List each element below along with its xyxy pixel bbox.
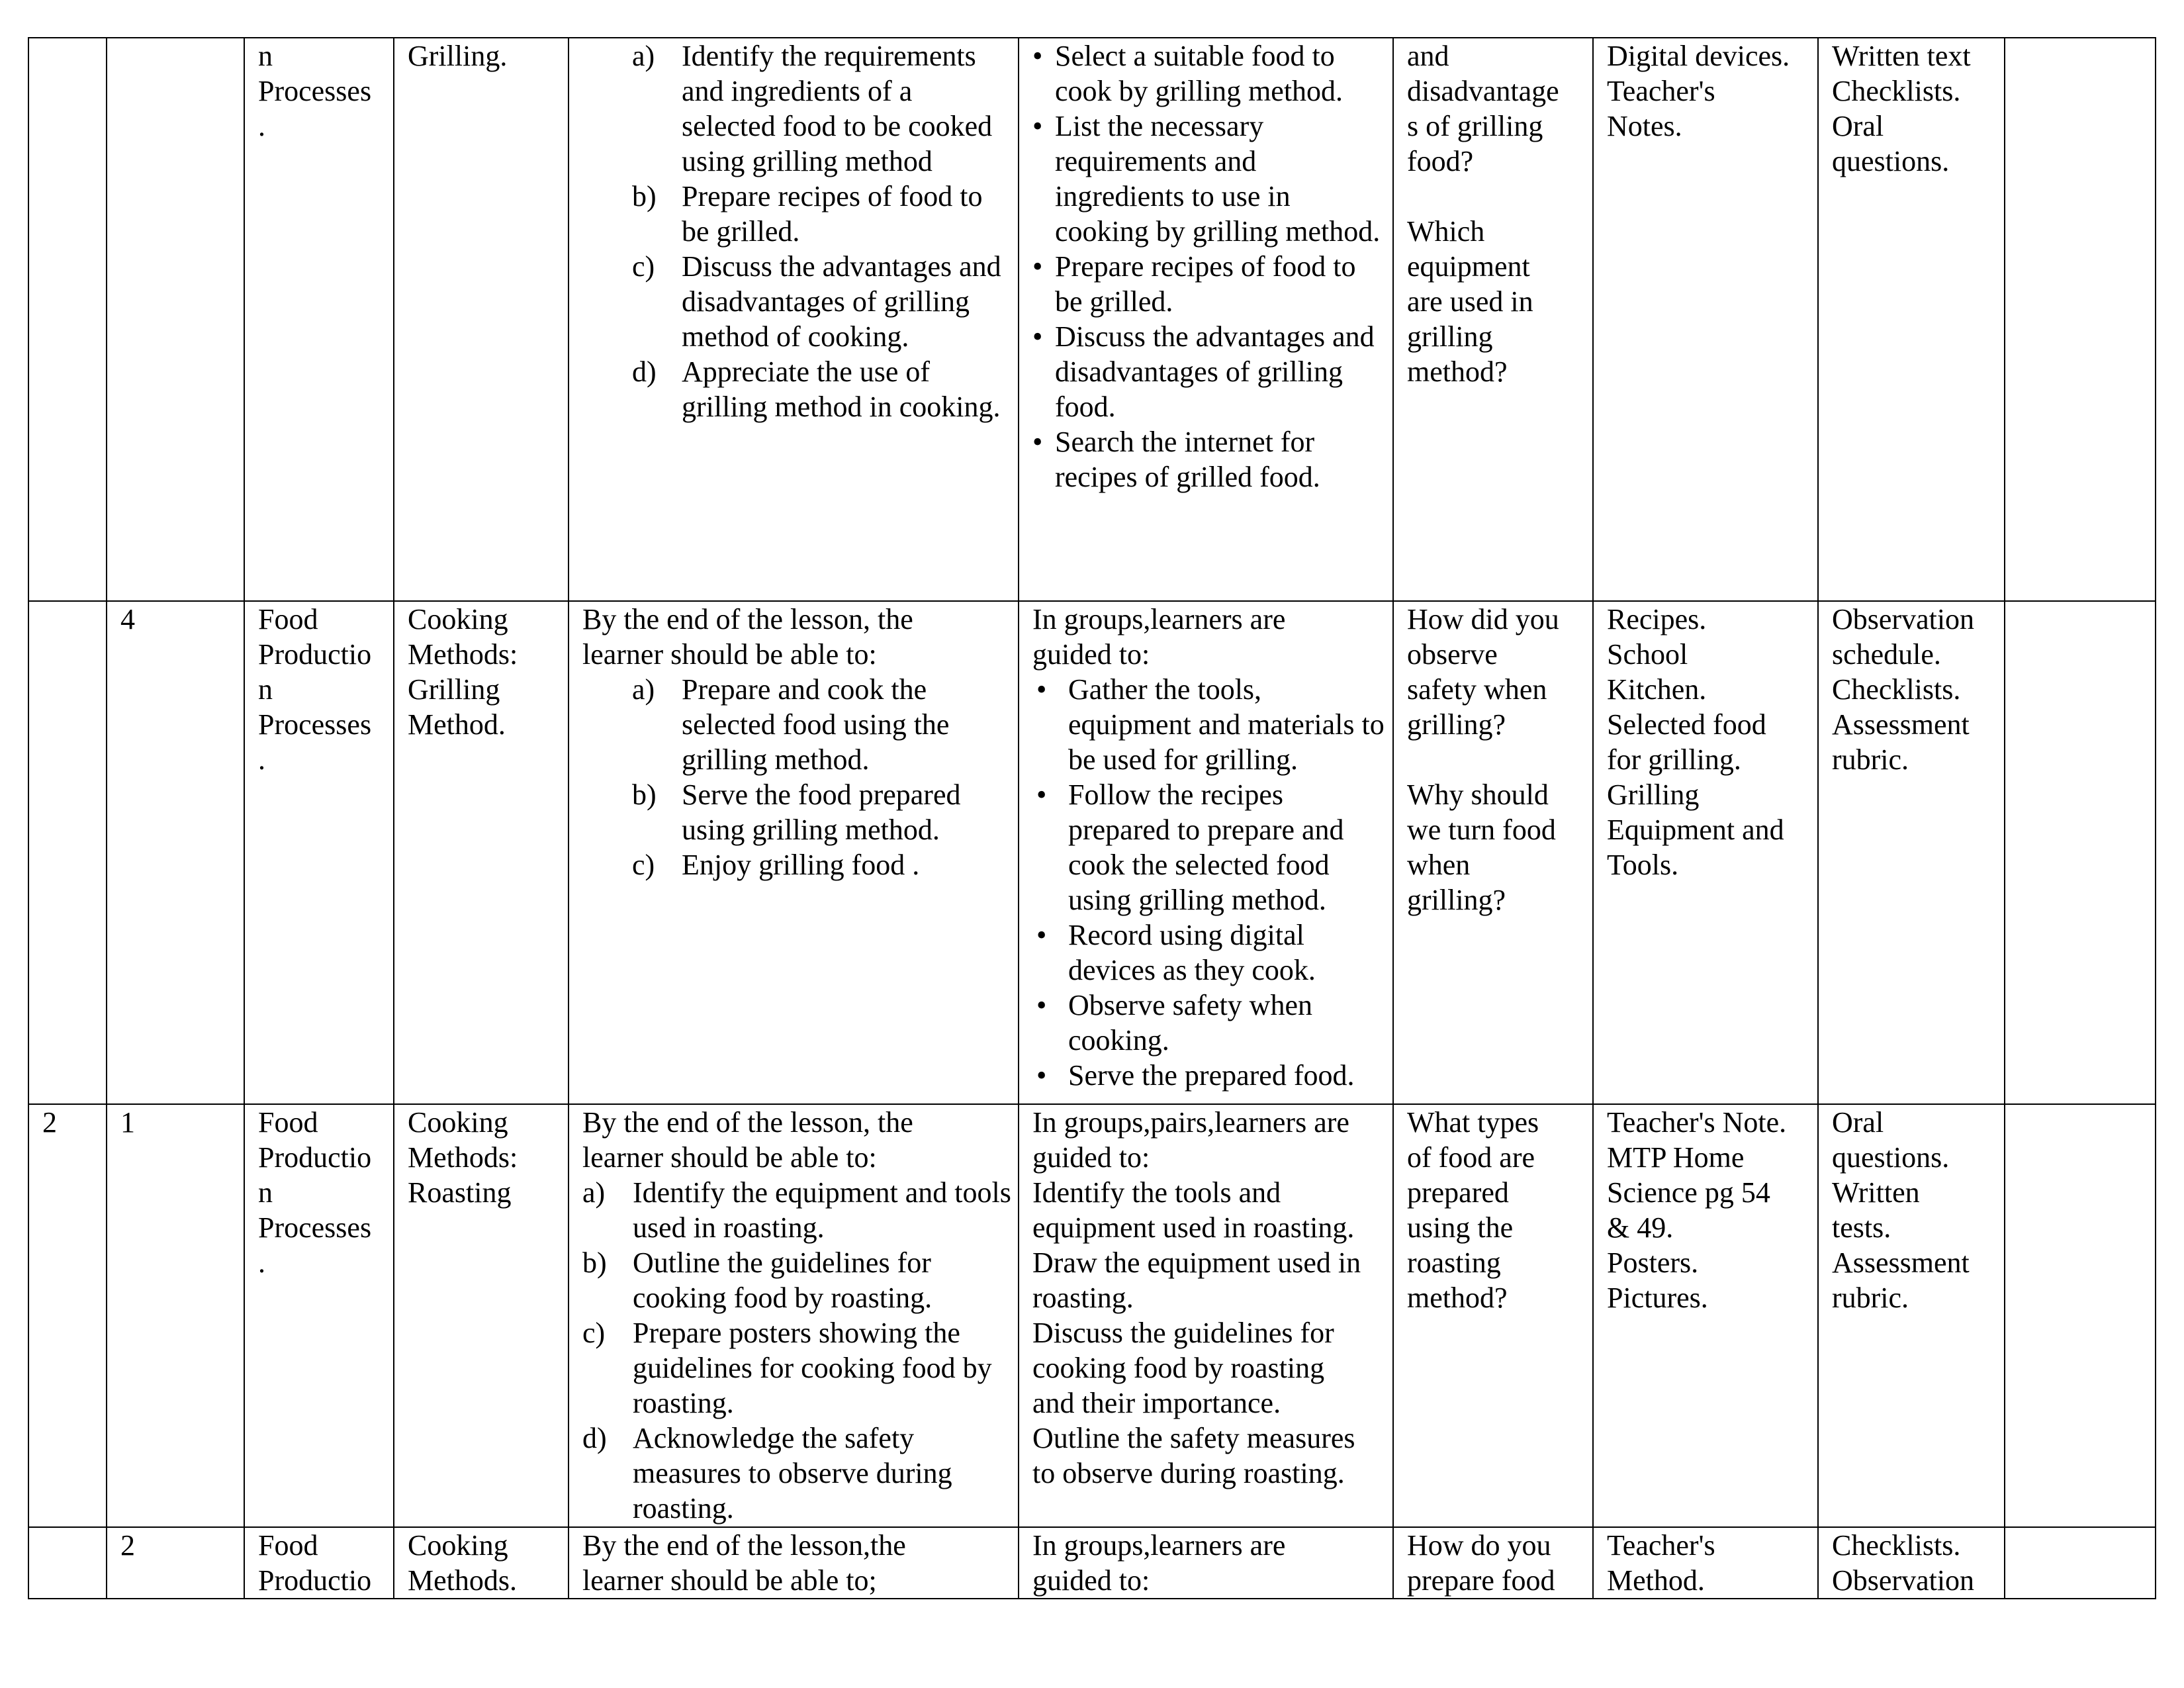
week-cell [28,601,107,1104]
outcome-item: a) Identify the equipment and tools used in roasting. [582,1176,1011,1244]
lesson-cell: 2 [107,1527,244,1599]
learning-outcomes-cell: By the end of the lesson,the learner should be able to; [569,1527,1019,1599]
outcome-item: d) Appreciate the use of grilling method in cooking. [632,355,1001,423]
outcome-item: d) Acknowledge the safety measures to observe during roasting. [582,1422,952,1524]
outcome-item: c) Enjoy grilling food . [632,849,920,881]
lesson-cell: 1 [107,1104,244,1527]
experience-item: • Observe safety when cooking. [1032,988,1387,1058]
outcome-item: b) Prepare recipes of food to be grilled. [632,180,983,248]
inquiry-question-cell: What types of food are prepared using the roasting method? [1393,1104,1593,1527]
week-cell: 2 [28,1104,107,1527]
experience-item: • Record using digital devices as they cook. [1032,917,1387,988]
assessment-cell: Written text Checklists. Oral questions. [1818,38,2005,601]
experience-item: • Serve the prepared food. [1032,1058,1387,1093]
inquiry-question-cell: and disadvantage s of grilling food? Which equipment are used in grilling method? [1393,38,1593,601]
table-row [28,1527,2156,1599]
substrand-cell: Cooking Methods: Grilling Method. [394,601,569,1104]
outcome-item: c) Prepare posters showing the guidelines for cooking food by roasting. [582,1317,992,1419]
learning-resources-cell: Recipes. School Kitchen. Selected food for grilling. Grilling Equipment and Tools. [1593,601,1818,1104]
table-row [28,38,2156,601]
outcome-item: a) Prepare and cook the selected food using the grilling method. [632,673,950,776]
learning-resources-cell: Teacher's Note. MTP Home Science pg 54 & 49. Posters. Pictures. [1593,1104,1818,1527]
table-row [28,1104,2156,1527]
reflection-cell [2005,601,2156,1104]
substrand-cell: Cooking Methods. [394,1527,569,1599]
table-row [28,601,2156,1104]
lesson-cell [107,38,244,601]
week-cell [28,1527,107,1599]
learning-experiences-cell: In groups,learners are guided to: [1019,1527,1393,1599]
learning-resources-cell: Digital devices. Teacher's Notes. [1593,38,1818,601]
learning-outcomes-cell [569,38,1019,601]
learning-experiences-cell [1019,38,1393,601]
scheme-of-work-table [28,37,2156,1599]
outcome-item: a) Identify the requirements and ingredients of a selected food to be cooked using grilling method [632,40,993,177]
experience-item: • Discuss the advantages and disadvantages of grilling food. [1031,319,1387,424]
learning-experiences-cell: In groups,pairs,learners are guided to: Identify the tools and equipment used in roasting. Draw the equipment used in roasting. Discuss the guidelines for cooking food by roasting and their importance. Outline the safety measures to observe during roasting. [1019,1104,1393,1527]
reflection-cell [2005,1104,2156,1527]
experience-item: • Select a suitable food to cook by grilling method. [1031,38,1387,109]
lesson-cell: 4 [107,601,244,1104]
strand-cell: Food Productio [244,1527,394,1599]
experience-item: • Gather the tools, equipment and materials to be used for grilling. [1032,672,1387,777]
reflection-cell [2005,38,2156,601]
learning-experiences-cell: In groups,learners are guided to: • Gather the tools, equipment and materials to be used for grilling. • Follow the recipes prepared to prepare and cook the selected food using grilling method. • Record using digital devices as they cook. • Observe safety when cooking. • Serve the prepared food. [1019,601,1393,1104]
experience-item: • Search the internet for recipes of grilled food. [1031,424,1387,494]
substrand-cell: Cooking Methods: Roasting [394,1104,569,1527]
substrand-cell: Grilling. [394,38,569,601]
assessment-cell: Checklists. Observation [1818,1527,2005,1599]
learning-outcomes-cell: By the end of the lesson, the learner should be able to: a) Identify the equipment and tools used in roasting. b) Outline the guidelines for cooking food by roasting. c) Prepare posters showing the guidelines for cooking food by roasting. d) Acknowledge the safety measures to observe during roasting. [569,1104,1019,1527]
inquiry-question-cell: How did you observe safety when grilling? Why should we turn food when grilling? [1393,601,1593,1104]
inquiry-question-cell: How do you prepare food [1393,1527,1593,1599]
strand-cell: Food Productio n Processes . [244,601,394,1104]
outcome-item: b) Outline the guidelines for cooking food by roasting. [582,1246,933,1314]
experience-item: • Prepare recipes of food to be grilled. [1031,249,1387,319]
experience-item: • List the necessary requirements and ingredients to use in cooking by grilling method. [1031,109,1387,249]
week-cell [28,38,107,601]
strand-cell: Food Productio n Processes . [244,1104,394,1527]
experience-item: • Follow the recipes prepared to prepare and cook the selected food using grilling method. [1032,777,1387,917]
learning-resources-cell: Teacher's Method. [1593,1527,1818,1599]
reflection-cell [2005,1527,2156,1599]
assessment-cell: Oral questions. Written tests. Assessment rubric. [1818,1104,2005,1527]
outcome-item: b) Serve the food prepared using grilling method. [632,778,961,846]
assessment-cell: Observation schedule. Checklists. Assessment rubric. [1818,601,2005,1104]
outcome-item: c) Discuss the advantages and disadvantages of grilling method of cooking. [632,250,1001,353]
strand-cell: n Processes . [244,38,394,601]
learning-outcomes-cell: By the end of the lesson, the learner should be able to: a) Prepare and cook the selected food using the grilling method. b) Serve the food prepared using grilling method. c) Enjoy grilling food . [569,601,1019,1104]
